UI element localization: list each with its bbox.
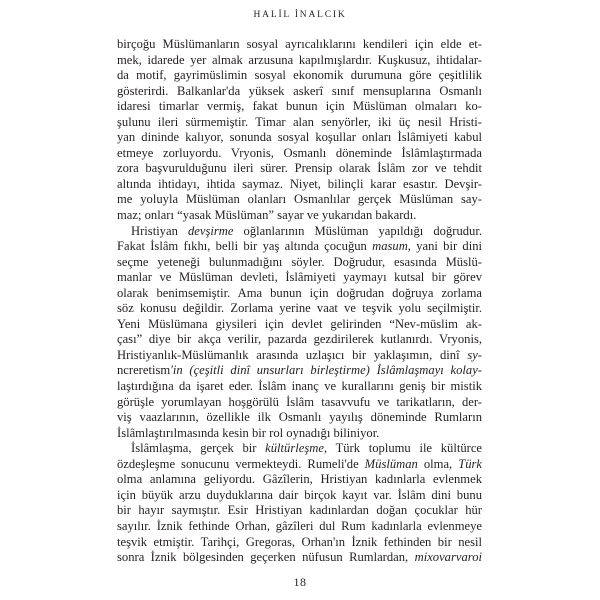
text-line bbox=[117, 550, 482, 566]
text-line bbox=[117, 255, 482, 271]
text-run: , Türk toplumu ile kültürce bbox=[323, 441, 482, 456]
text-run: manlar ve Müslüman devleti, İslâmiyeti yaymayı kutsal bir görev bbox=[117, 270, 482, 285]
text-run: teşvik etmiştir. Tarihçi, Gregoras, Orhan'ın İznik fethinden bir nesil bbox=[117, 534, 482, 549]
page-number: 18 bbox=[293, 575, 307, 589]
text-line bbox=[117, 519, 482, 535]
text-run: sonra İznik bölgesinden geçerken nüfusun Rumlardan, bbox=[117, 550, 415, 565]
italic-term: devşirme bbox=[187, 223, 234, 238]
text-run: idaresi timarlar vermiş, fakat bunun için Müslüman olmaları ko- bbox=[117, 99, 482, 114]
text-run: zora başvurulduğunu ileri sürer. Prensip olarak İslâm zor ve tehdit bbox=[117, 161, 482, 176]
text-run: birçoğu Müslümanların sosyal ayrıcalıklarını kendileri için elde et- bbox=[117, 37, 482, 51]
text-run: viş vaazlarının, özellikle ilk Osmanlı yayılış döneminde Rumların bbox=[117, 410, 482, 425]
text-run: söz konusu değildir. Zorlama yerine vaat ve teşvik yolu seçilmiştir. bbox=[117, 301, 482, 316]
text-line bbox=[117, 535, 482, 551]
text-line bbox=[117, 395, 482, 411]
text-line bbox=[117, 146, 482, 162]
text-run: me yoluyla Müslüman olanları Osmanlılar gerçek Müslüman say- bbox=[117, 192, 482, 207]
text-line bbox=[117, 410, 482, 426]
text-run: Hristiyan bbox=[131, 223, 188, 238]
text-line bbox=[117, 472, 482, 488]
text-line bbox=[117, 503, 482, 519]
text-run: etmeye zorluyordu. Vryonis, Osmanlı döneminde İslâmlaştırmada bbox=[117, 145, 482, 160]
text-run: da motif, gayrimüslimin sosyal ekonomik durumuna göre çeşitlilik bbox=[117, 68, 482, 83]
text-run: laştırdığına da işaret eder. İslâm inanç ve kurallarını geniş bir mistik bbox=[117, 379, 482, 394]
text-line bbox=[117, 332, 482, 348]
text-run: , yani bir dini bbox=[407, 239, 482, 254]
text-run: Yeni Müslümana giysileri için devlet gelirinden “Nev-müslim ak- bbox=[117, 316, 482, 331]
text-run: İslâmlaşma, gerçek bir bbox=[131, 441, 266, 456]
text-run: seçme yeteneği bulunmadığını söyler. Doğrudur, esasında Müslü- bbox=[117, 254, 482, 269]
italic-term: kültürleşme bbox=[265, 441, 324, 456]
text-run: gösterirdi. Balkanlar'da yüksek askerî sınıf mensuplarına Osmanlı bbox=[117, 83, 482, 98]
text-run: altında ihtidayı, ihtida saymaz. Niyet, bilinçli karar esastır. Devşir- bbox=[117, 176, 482, 191]
italic-term: 'in (çeşitli dinî unsurları birleştirme) İslâmlaşmayı kolay- bbox=[170, 363, 482, 378]
text-run: Hristiyanlık-Müslümanlık arasında uzlaşıcı bir yaklaşımın, dinî bbox=[117, 347, 468, 362]
text-line bbox=[117, 286, 482, 302]
text-line bbox=[117, 224, 482, 240]
text-run: oğlanlarının Müslüman yapıldığı doğrudur. bbox=[233, 223, 482, 238]
text-line bbox=[117, 441, 482, 457]
italic-term: mixovarvaroi bbox=[414, 550, 482, 565]
running-head: HALİL İNALCIK bbox=[253, 10, 347, 20]
text-line bbox=[117, 68, 482, 84]
text-run: şulunu ileri sürmemiştir. Timar alan senyörler, iki üç nesil Hristi- bbox=[117, 114, 482, 129]
italic-term: Müslüman bbox=[364, 456, 418, 471]
text-run: İslâmlaştırılmasında kesin bir rol oynadığı biliniyor. bbox=[117, 425, 380, 440]
text-run: görüşle yorumlayan hoşgörülü İslâm tasavvufu ve tarikatların, der- bbox=[117, 394, 482, 409]
text-run: ncreretism bbox=[117, 363, 171, 378]
text-line bbox=[117, 192, 482, 208]
text-line bbox=[117, 177, 482, 193]
text-line bbox=[117, 208, 482, 224]
text-line bbox=[117, 426, 482, 442]
text-line bbox=[117, 53, 482, 69]
text-line bbox=[117, 130, 482, 146]
italic-term: masum bbox=[372, 239, 408, 254]
text-line bbox=[117, 84, 482, 100]
text-run: olarak benimsemiştir. Ama bunun için doğrudan doğruya zorlama bbox=[117, 285, 482, 300]
text-run: olma, bbox=[417, 456, 459, 471]
text-line bbox=[117, 161, 482, 177]
text-run: Fakat İslâm fıkhı, belli bir yaş altında çocuğun bbox=[117, 239, 373, 254]
text-line bbox=[117, 37, 482, 53]
italic-term: Türk bbox=[458, 456, 482, 471]
text-line bbox=[117, 239, 482, 255]
text-run: için büyük arzu duyduklarına dair birçok kayıt var. İslâm dini bunu bbox=[117, 487, 482, 502]
text-line bbox=[117, 270, 482, 286]
text-run: sayılır. İznik fethinde Orhan, gâzîleri dul Rum kadınlarla evlenmeye bbox=[117, 518, 482, 533]
text-run: bir hayır saymıştır. Esir Hristiyan kadınlardan doğan çocuklar hür bbox=[117, 503, 482, 518]
italic-term: sy- bbox=[467, 347, 482, 362]
text-line bbox=[117, 363, 482, 379]
text-run: çası” diye bir akça verilir, pazarda gezdirilerek kutlanırdı. Vryonis, bbox=[117, 332, 482, 347]
text-line bbox=[117, 115, 482, 131]
text-run: olma anlamına geliyordu. Gâzîlerin, Hristiyan kadınlarla evlenmek bbox=[117, 472, 482, 487]
text-run: maz; onları “yasak Müslüman” sayar ve yukarıdan bakardı. bbox=[117, 208, 417, 223]
body-text bbox=[117, 37, 482, 566]
text-run: yan dininde kalıyor, sonunda sosyal koşullar onları İslâmiyeti kabul bbox=[117, 130, 482, 145]
text-line bbox=[117, 379, 482, 395]
text-line bbox=[117, 348, 482, 364]
text-line bbox=[117, 317, 482, 333]
text-line bbox=[117, 457, 482, 473]
text-line bbox=[117, 99, 482, 115]
text-line bbox=[117, 488, 482, 504]
text-run: mek, idarede yer almak arzusuna kapılmışlardır. Kuşkusuz, ihtidalar- bbox=[117, 52, 482, 67]
text-run: özdeşleşme sonucunu vermekteydi. Rumeli'de bbox=[117, 456, 365, 471]
text-line bbox=[117, 301, 482, 317]
